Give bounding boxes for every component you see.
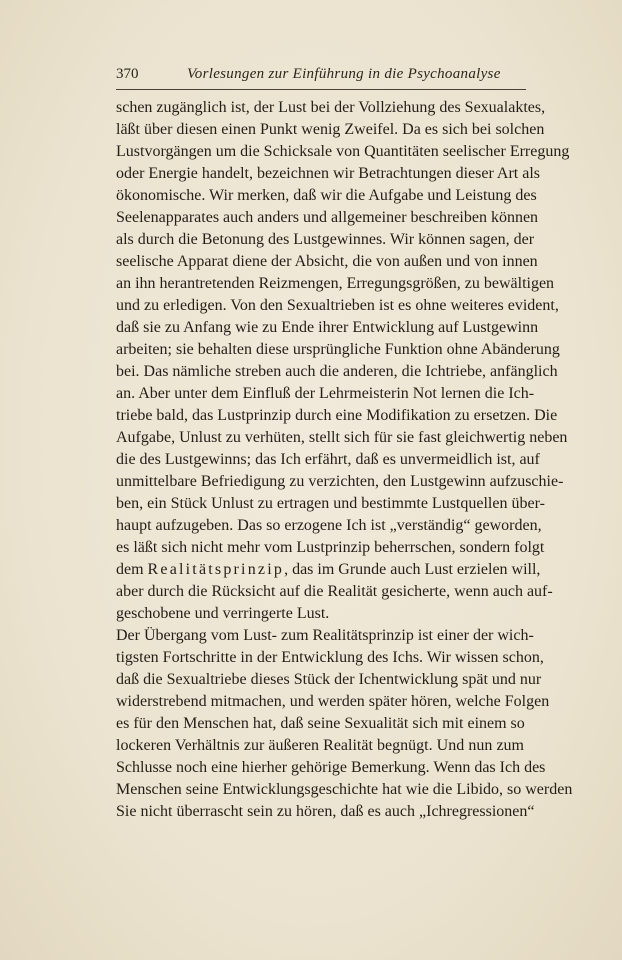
text-line: widerstrebend mitmachen, und werden später hören, welche Folgen xyxy=(116,693,550,710)
text-line: Schlusse noch eine hierher gehörige Bemerkung. Wenn das Ich des xyxy=(116,759,546,776)
text-line: und zu erledigen. Von den Sexualtrieben ist es ohne weiteres evident, xyxy=(116,297,559,314)
text-line: an. Aber unter dem Einfluß der Lehrmeisterin Not lernen die Ich- xyxy=(116,385,535,402)
text-line: Sie nicht überrascht sein zu hören, daß es auch „Ichregressionen“ xyxy=(116,803,535,820)
text-line: seelische Apparat diene der Absicht, die von außen und von innen xyxy=(116,253,538,270)
body-text xyxy=(116,97,573,823)
text-line: bei. Das nämliche streben auch die anderen, die Ichtriebe, anfänglich xyxy=(116,363,558,380)
text-line: ben, ein Stück Unlust zu ertragen und bestimmte Lustquellen über- xyxy=(116,495,545,512)
text-line: unmittelbare Befriedigung zu verzichten, den Lustgewinn aufzuschie- xyxy=(116,473,564,490)
header-rule xyxy=(116,89,526,90)
text-line: als durch die Betonung des Lustgewinnes. Wir können sagen, der xyxy=(116,231,535,248)
text-line: oder Energie handelt, bezeichnen wir Betrachtungen dieser Art als xyxy=(116,165,540,182)
running-title: Vorlesungen zur Einführung in die Psychoanalyse xyxy=(187,66,501,82)
text-line: ökonomische. Wir merken, daß wir die Aufgabe und Leistung des xyxy=(116,187,537,204)
text-line: haupt aufzugeben. Das so erzogene Ich ist „verständig“ geworden, xyxy=(116,517,542,534)
text-line: Lustvorgängen um die Schicksale von Quantitäten seelischer Erregung xyxy=(116,143,570,160)
text-line: läßt über diesen einen Punkt wenig Zweifel. Da es sich bei solchen xyxy=(116,121,545,138)
text-line: Menschen seine Entwicklungsgeschichte hat wie die Libido, so werden xyxy=(116,781,573,798)
spaced-term: Realitätsprinzip xyxy=(147,561,285,578)
text-line: die des Lustgewinns; das Ich erfährt, daß es unvermeidlich ist, auf xyxy=(116,451,540,468)
text-line: lockeren Verhältnis zur äußeren Realität begnügt. Und nun zum xyxy=(116,737,524,754)
text-line: daß die Sexualtriebe dieses Stück der Ichentwicklung spät und nur xyxy=(116,671,542,688)
text-line-spaced-term xyxy=(116,559,541,581)
line-after: , das im Grunde auch Lust erzielen will, xyxy=(284,561,541,578)
running-head xyxy=(116,66,524,88)
text-line: es läßt sich nicht mehr vom Lustprinzip beherrschen, sondern folgt xyxy=(116,539,545,556)
text-line: schen zugänglich ist, der Lust bei der Vollziehung des Sexualaktes, xyxy=(116,99,546,116)
line-before: dem xyxy=(116,561,148,578)
paragraph-last-line: geschobene und verringerte Lust. xyxy=(116,605,330,622)
text-line: daß sie zu Anfang wie zu Ende ihrer Entwicklung auf Lustgewinn xyxy=(116,319,539,336)
text-line: tigsten Fortschritte in der Entwicklung des Ichs. Wir wissen schon, xyxy=(116,649,544,666)
page-number: 370 xyxy=(116,66,139,82)
text-line: es für den Menschen hat, daß seine Sexualität sich mit einem so xyxy=(116,715,525,732)
text-line: arbeiten; sie behalten diese ursprüngliche Funktion ohne Abänderung xyxy=(116,341,560,358)
text-line: Aufgabe, Unlust zu verhüten, stellt sich für sie fast gleichwertig neben xyxy=(116,429,568,446)
text-line: triebe bald, das Lustprinzip durch eine Modifikation zu ersetzen. Die xyxy=(116,407,558,424)
text-line: an ihn herantretenden Reizmengen, Erregungsgrößen, zu bewältigen xyxy=(116,275,555,292)
text-line: Seelenapparates auch anders und allgemeiner beschreiben können xyxy=(116,209,539,226)
paragraph-first-line: Der Übergang vom Lust- zum Realitätsprinzip ist einer der wich- xyxy=(116,627,534,644)
text-line: aber durch die Rücksicht auf die Realität gesicherte, wenn auch auf- xyxy=(116,583,553,600)
